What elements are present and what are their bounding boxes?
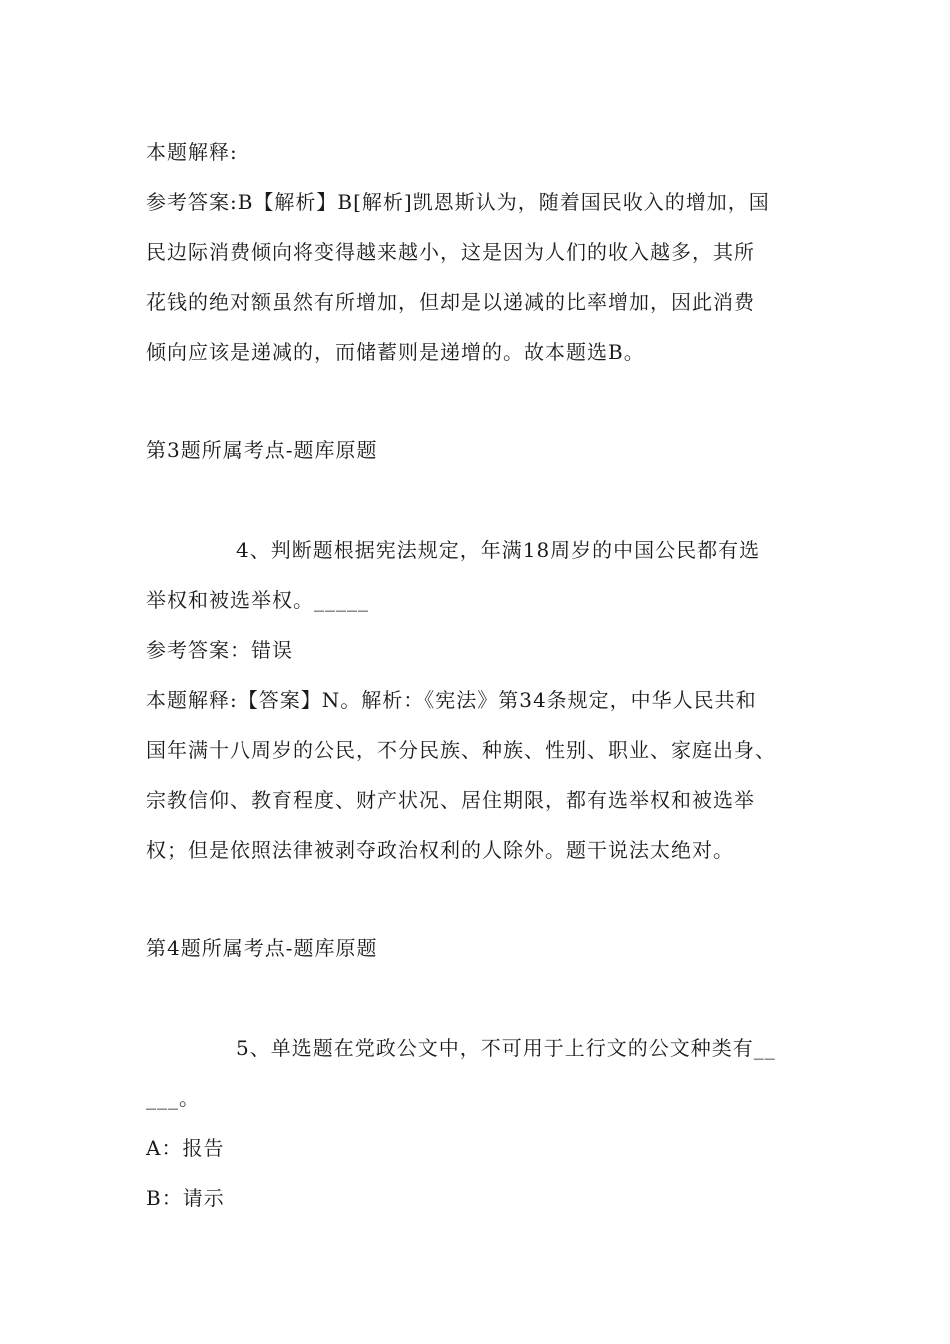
question-4-explain-1: 本题解释:【答案】N。解析：《宪法》第34条规定，中华人民共和 xyxy=(146,688,757,712)
question-4-explain-3: 宗教信仰、教育程度、财产状况、居住期限，都有选举权和被选举 xyxy=(146,788,755,812)
answer-line-4: 倾向应该是递减的，而储蓄则是递增的。故本题选B。 xyxy=(146,340,645,364)
answer-line-2: 民边际消费倾向将变得越来越小，这是因为人们的收入越多，其所 xyxy=(146,240,755,264)
topic-line-q4: 第4题所属考点-题库原题 xyxy=(146,936,378,960)
question-4-explain-4: 权；但是依照法律被剥夺政治权利的人除外。题干说法太绝对。 xyxy=(146,838,734,862)
question-5-line-1: 5、单选题在党政公文中，不可用于上行文的公文种类有__ xyxy=(236,1036,776,1060)
topic-line-q3: 第3题所属考点-题库原题 xyxy=(146,438,378,462)
explain-label: 本题解释: xyxy=(146,140,238,164)
question-5-line-2: ___。 xyxy=(146,1086,200,1110)
answer-line-1: 参考答案:B【解析】B[解析]凯恩斯认为，随着国民收入的增加，国 xyxy=(146,190,770,214)
question-4-answer: 参考答案：错误 xyxy=(146,638,293,662)
question-4-line-2: 举权和被选举权。_____ xyxy=(146,588,369,612)
option-a: A：报告 xyxy=(146,1136,225,1160)
question-4-line-1: 4、判断题根据宪法规定，年满18周岁的中国公民都有选 xyxy=(236,538,761,562)
question-4-explain-2: 国年满十八周岁的公民，不分民族、种族、性别、职业、家庭出身、 xyxy=(146,738,776,762)
option-b: B：请示 xyxy=(146,1186,225,1210)
answer-line-3: 花钱的绝对额虽然有所增加，但却是以递减的比率增加，因此消费 xyxy=(146,290,755,314)
